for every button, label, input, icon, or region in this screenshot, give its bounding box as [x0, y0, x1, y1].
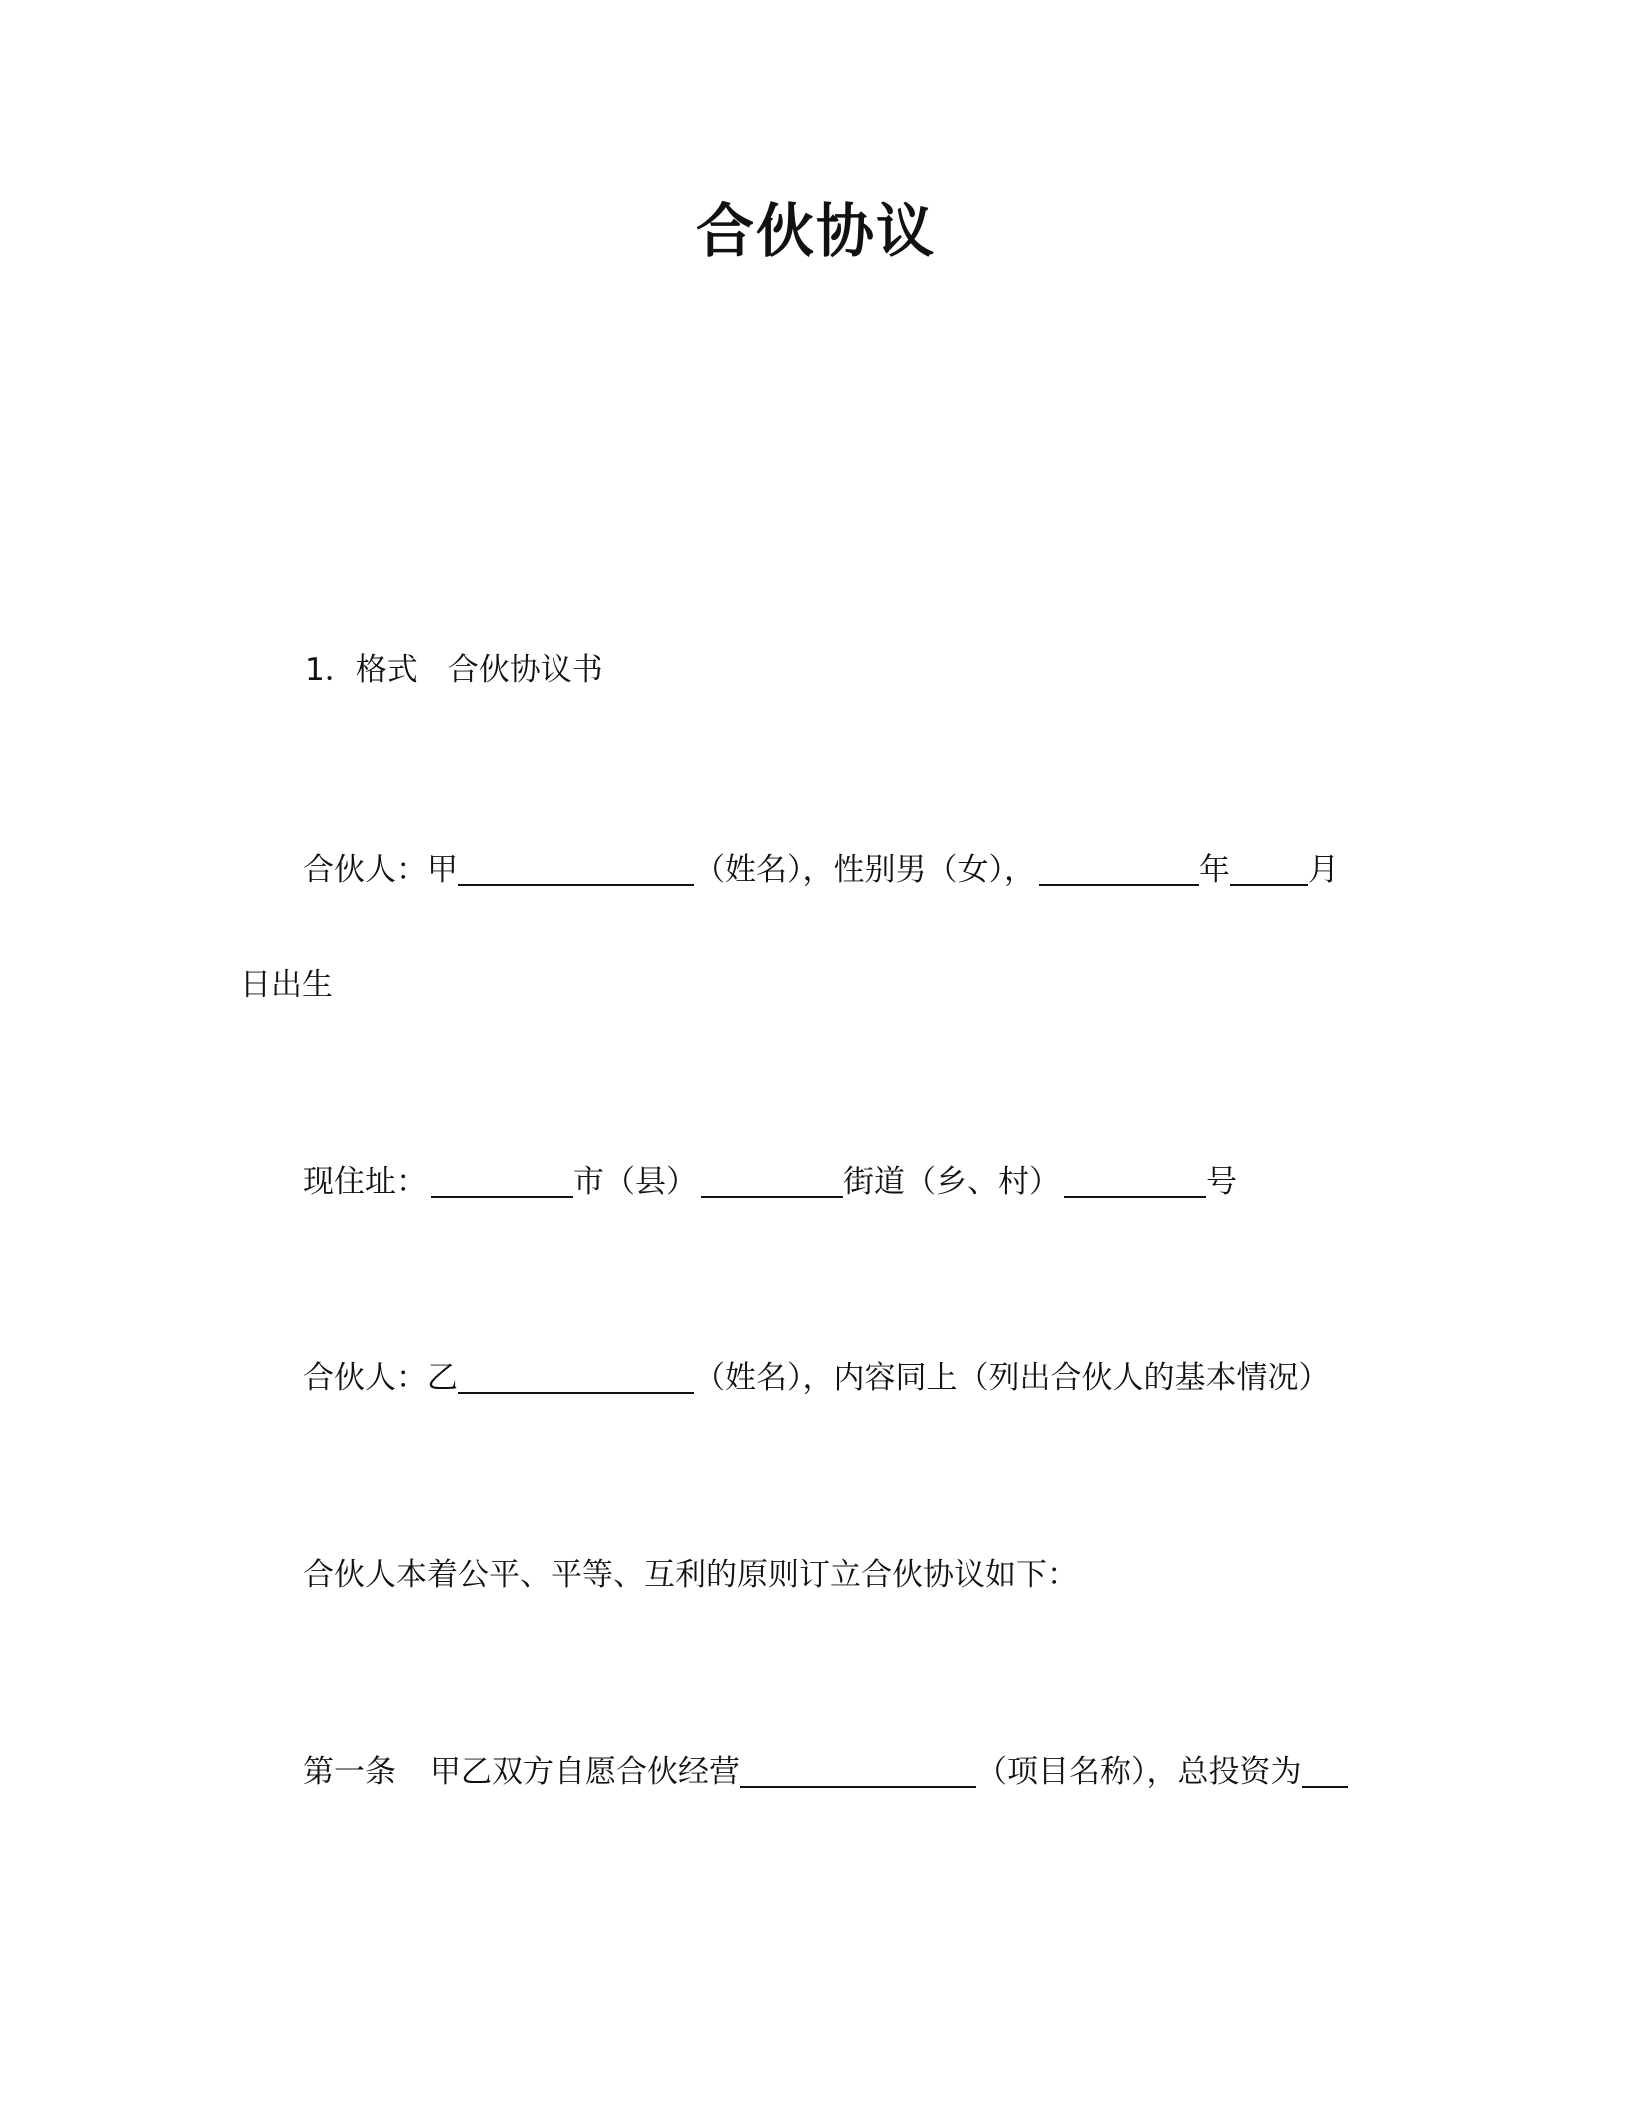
birth-label: 日出生: [240, 967, 333, 1003]
format-label: 1．格式: [305, 652, 418, 688]
format-line: [305, 650, 603, 690]
article-1-text: 甲乙双方自愿合伙经营: [430, 1754, 740, 1790]
partner-b-line: [303, 1358, 1330, 1398]
birth-year-blank[interactable]: [1039, 850, 1199, 886]
birth-month-blank[interactable]: [1230, 850, 1308, 886]
partner-b-prefix: 合伙人：乙: [303, 1360, 458, 1396]
article-1-line: [303, 1752, 1348, 1792]
street-label: 街道（乡、村）: [843, 1164, 1060, 1200]
number-label: 号: [1206, 1164, 1237, 1200]
address-prefix: 现住址：: [303, 1164, 427, 1200]
city-blank[interactable]: [431, 1162, 573, 1198]
city-label: 市（县）: [573, 1164, 697, 1200]
partner-a-name-blank[interactable]: [458, 850, 694, 886]
partner-b-name-blank[interactable]: [458, 1358, 694, 1394]
partner-b-text: （姓名），内容同上（列出合伙人的基本情况）: [694, 1360, 1330, 1396]
total-investment-blank[interactable]: [1302, 1752, 1348, 1788]
document-title: 合伙协议: [695, 197, 936, 265]
partner-a-prefix: 合伙人：甲: [303, 852, 458, 888]
format-text: 合伙协议书: [447, 652, 603, 688]
number-blank[interactable]: [1064, 1162, 1206, 1198]
principle-line: [303, 1555, 1078, 1595]
partner-a-line: [303, 850, 1339, 890]
partner-a-birth-line: [240, 965, 333, 1005]
principle-text: 合伙人本着公平、平等、互利的原则订立合伙协议如下：: [303, 1557, 1078, 1593]
article-1-project-hint: （项目名称），总投资为: [976, 1754, 1302, 1790]
month-label: 月: [1308, 852, 1339, 888]
article-1-label: 第一条: [303, 1754, 396, 1790]
year-label: 年: [1199, 852, 1230, 888]
street-blank[interactable]: [701, 1162, 843, 1198]
project-name-blank[interactable]: [740, 1752, 976, 1788]
address-line: [303, 1162, 1237, 1202]
partner-a-name-hint: （姓名），性别男（女），: [694, 852, 1035, 888]
